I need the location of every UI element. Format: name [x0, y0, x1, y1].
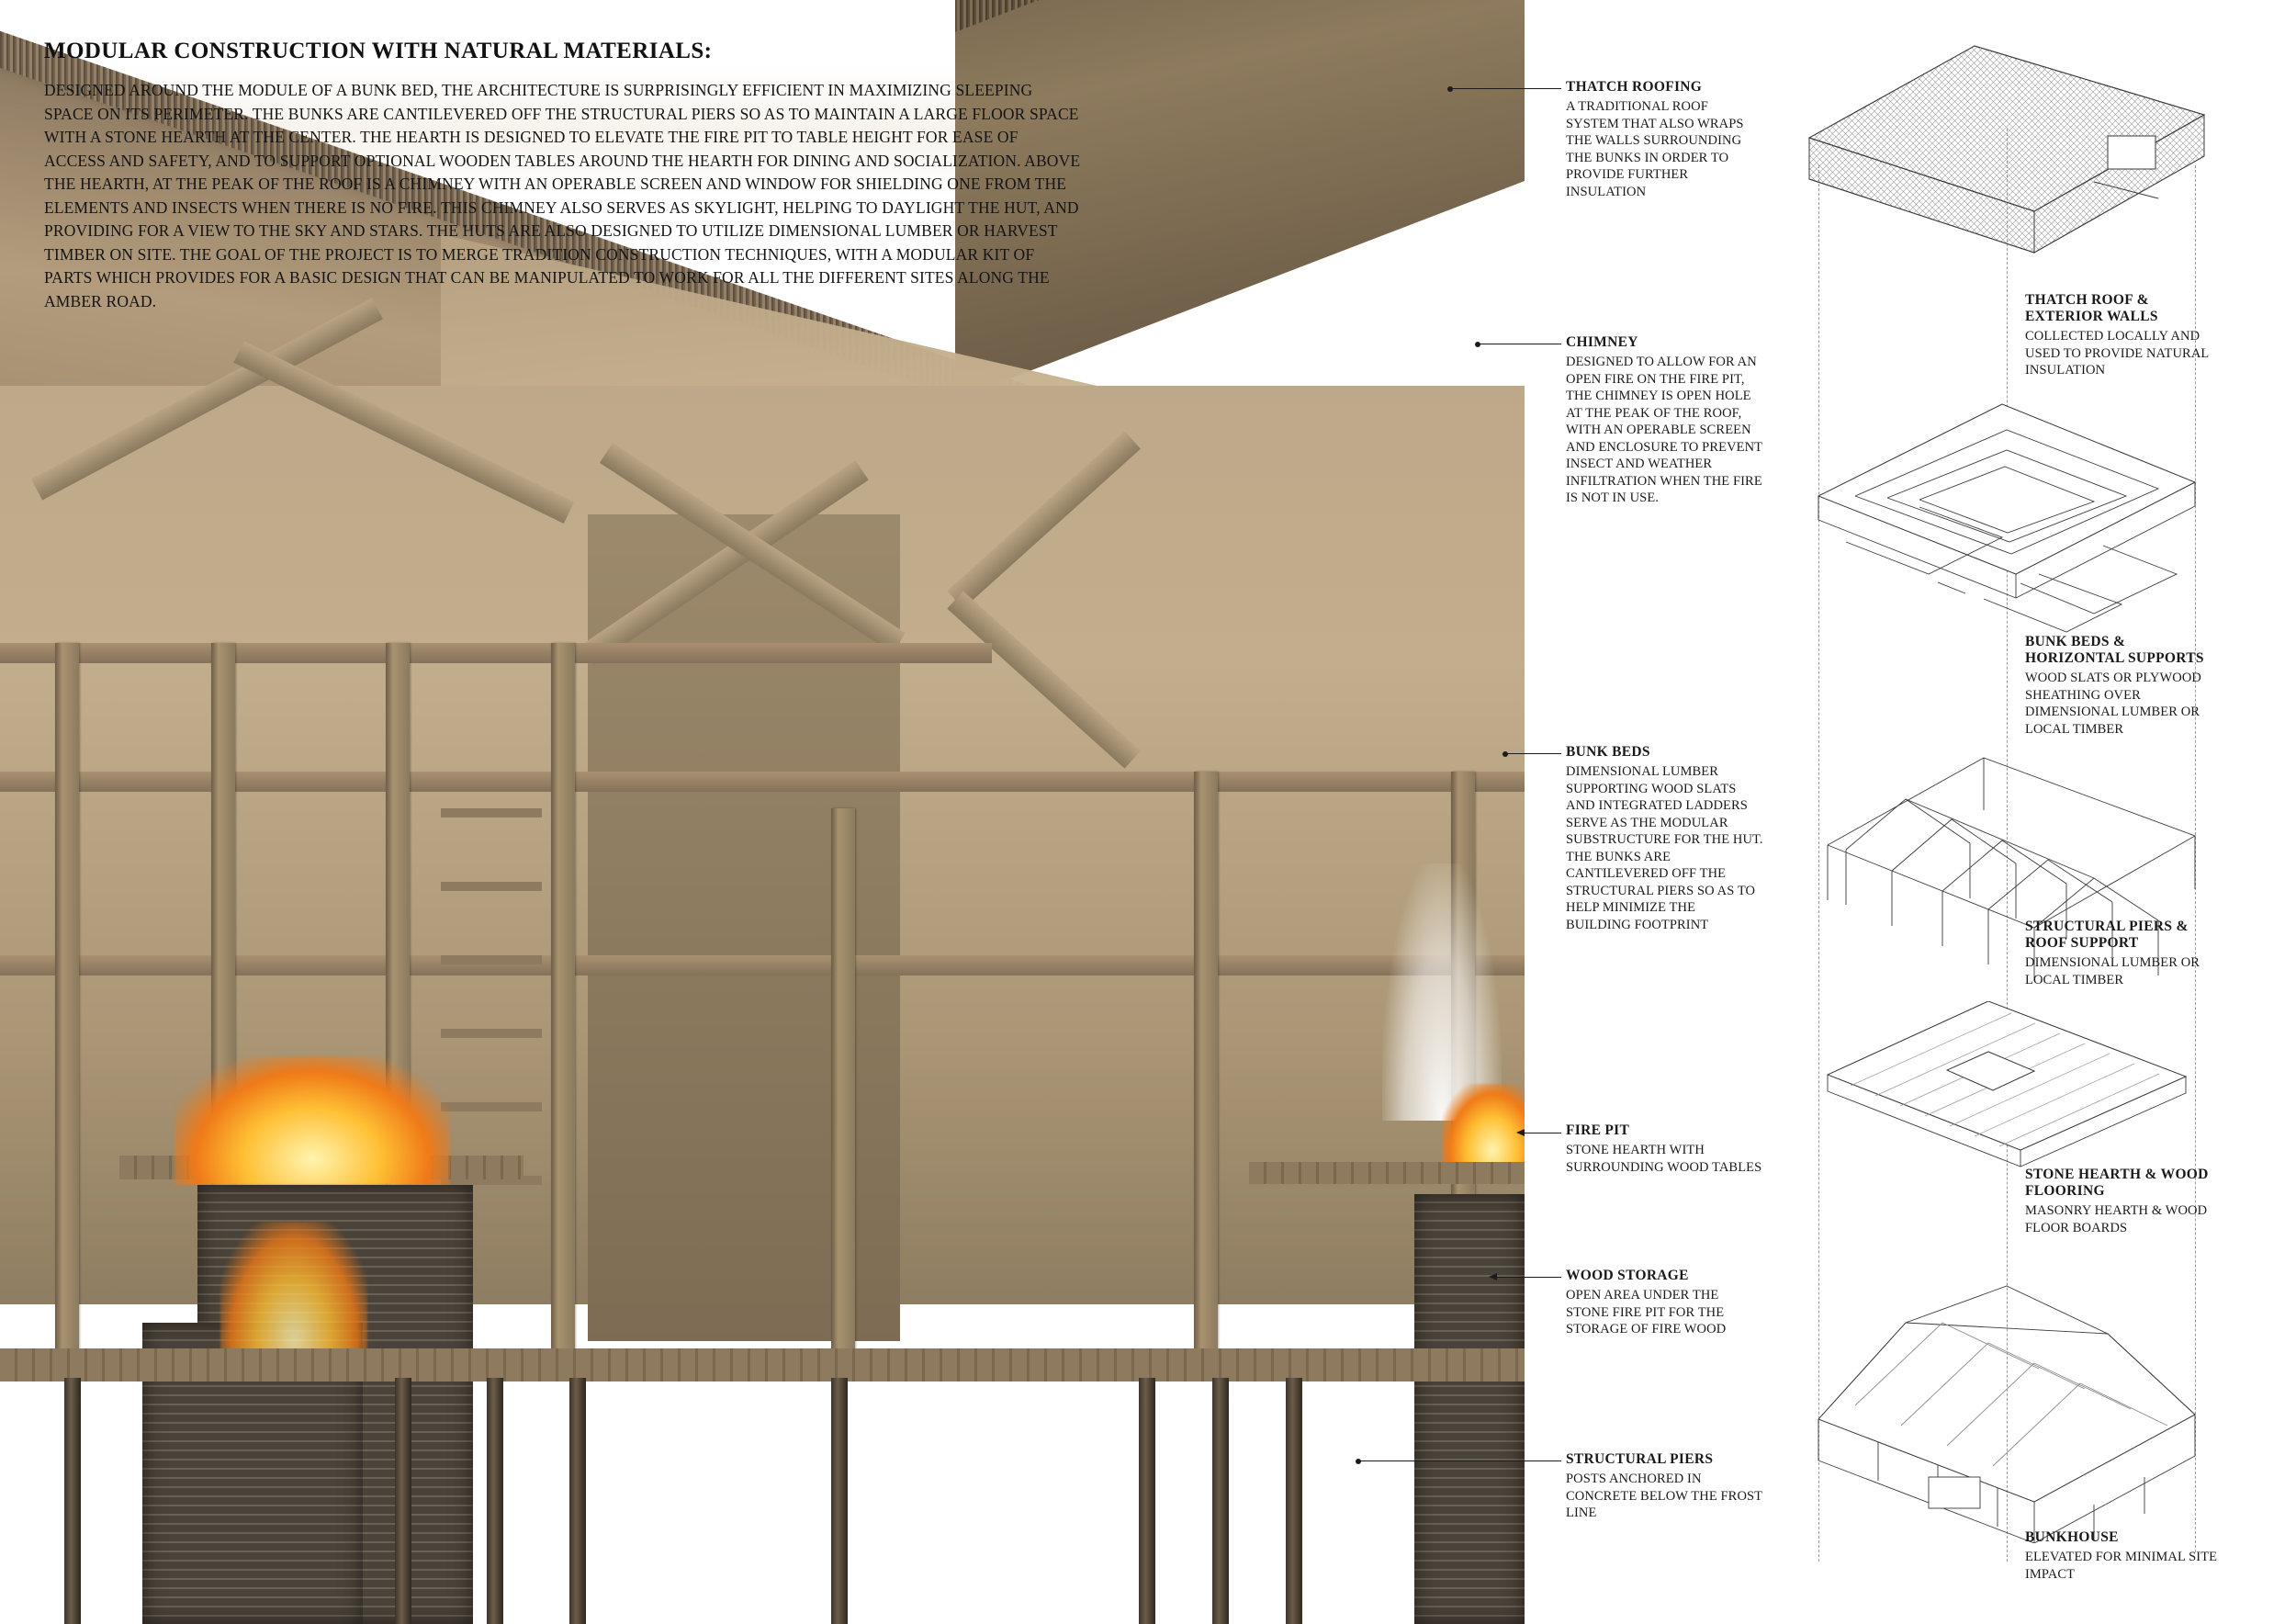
- foundation-pier: [569, 1378, 586, 1624]
- title-block: [44, 39, 1109, 313]
- axon-caption-floor-hearth: [2025, 1167, 2227, 1236]
- ladder-rung: [441, 1029, 542, 1038]
- leader-line-thatch: [1451, 88, 1561, 89]
- ladder-rung: [441, 1102, 542, 1111]
- callout-body: OPEN AREA UNDER THE STONE FIRE PIT FOR THE STORAGE OF FIRE WOOD: [1566, 1288, 1727, 1336]
- foundation-pier: [831, 1378, 848, 1624]
- axon-title: STONE HEARTH & WOOD FLOORING: [2025, 1167, 2209, 1199]
- foundation-pier: [1212, 1378, 1229, 1624]
- callout-body: POSTS ANCHORED IN CONCRETE BELOW THE FROST LINE: [1566, 1472, 1762, 1520]
- structural-post: [831, 808, 855, 1378]
- callout-wood-storage: [1566, 1268, 1763, 1338]
- callout-title: CHIMNEY: [1566, 334, 1638, 350]
- callout-title: THATCH ROOFING: [1566, 79, 1703, 95]
- wood-table-right: [1249, 1162, 1525, 1184]
- callout-body: DESIGNED TO ALLOW FOR AN OPEN FIRE ON THE FIRE PIT, THE CHIMNEY IS OPEN HOLE AT THE PEAK OF THE ROOF, WITH AN OPERABLE SCREEN AND ENCLOSURE TO PREVENT INSECT AND WEATHER INFILTRATION WHEN THE FIRE IS NOT IN USE.: [1566, 355, 1762, 505]
- foundation-pier: [1139, 1378, 1155, 1624]
- structural-post: [55, 643, 79, 1359]
- axon-layer-bunk-beds: [1791, 386, 2223, 652]
- callout-body: A TRADITIONAL ROOF SYSTEM THAT ALSO WRAPS THE WALLS SURROUNDING THE BUNKS IN ORDER TO PROVIDE FURTHER INSULATION: [1566, 99, 1744, 199]
- foundation-pier: [395, 1378, 411, 1624]
- foundation-pier: [487, 1378, 503, 1624]
- axon-body: ELEVATED FOR MINIMAL SITE IMPACT: [2025, 1550, 2218, 1582]
- ladder-rung: [441, 955, 542, 964]
- axon-title: BUNKHOUSE: [2025, 1529, 2119, 1545]
- callout-body: DIMENSIONAL LUMBER SUPPORTING WOOD SLATS AND INTEGRATED LADDERS SERVE AS THE MODULAR SUBSTRUCTURE FOR THE HUT. THE BUNKS ARE CANTILEVERED OFF THE STRUCTURAL PIERS SO AS TO HELP MINIMIZE THE BUILDING FOOTPRINT: [1566, 764, 1763, 932]
- exploded-axonometric-diagram: [1782, 0, 2296, 1624]
- smoke-plume: [1382, 863, 1502, 1121]
- callout-chimney: [1566, 334, 1763, 507]
- foundation-pier: [64, 1378, 81, 1624]
- axon-caption-structural-frame: [2025, 919, 2227, 988]
- callout-bunk-beds: [1566, 744, 1763, 933]
- callout-title: STRUCTURAL PIERS: [1566, 1451, 1714, 1467]
- fire-flames: [174, 1056, 450, 1185]
- stone-hearth-right: [1414, 1194, 1525, 1624]
- axon-title: BUNK BEDS & HORIZONTAL SUPPORTS: [2025, 634, 2204, 666]
- axon-body: WOOD SLATS OR PLYWOOD SHEATHING OVER DIMENSIONAL LUMBER OR LOCAL TIMBER: [2025, 671, 2201, 737]
- axon-body: DIMENSIONAL LUMBER OR LOCAL TIMBER: [2025, 955, 2200, 987]
- structural-post: [1194, 772, 1218, 1378]
- leader-line-woodstorage: [1497, 1277, 1561, 1278]
- collar-beam: [0, 643, 992, 663]
- ladder-rung: [441, 882, 542, 891]
- fire-glow-lower: [220, 1222, 367, 1369]
- axon-caption-thatch-roof: [2025, 292, 2227, 379]
- callout-title: BUNK BEDS: [1566, 744, 1650, 760]
- leader-line-bunkbeds: [1506, 753, 1561, 754]
- axon-layer-thatch-roof: [1791, 28, 2223, 276]
- ladder-rung: [441, 808, 542, 818]
- callout-body: STONE HEARTH WITH SURROUNDING WOOD TABLES: [1566, 1143, 1762, 1175]
- structural-post: [551, 643, 575, 1359]
- callout-fire-pit: [1566, 1122, 1763, 1176]
- description-paragraph: DESIGNED AROUND THE MODULE OF A BUNK BED, THE ARCHITECTURE IS SURPRISINGLY EFFICIENT IN MAXIMIZING SLEEPING SPACE ON ITS PERIMETER. THE BUNKS ARE CANTILEVERED OFF THE STRUCTURAL PIERS SO AS TO MAINTAIN A LARGE FLOOR SPACE WITH A STONE HEARTH AT THE CENTER. THE HEARTH IS DESIGNED TO ELEVATE THE FIRE PIT TO TABLE HEIGHT FOR EASE OF ACCESS AND SAFETY, AND TO SUPPORT OPTIONAL WOODEN TABLES AROUND THE HEARTH FOR DINING AND SOCIALIZATION. ABOVE THE HEARTH, AT THE PEAK OF THE ROOF IS A CHIMNEY WITH AN OPERABLE SCREEN AND WINDOW FOR SHIELDING ONE FROM THE ELEMENTS AND INSECTS WHEN THERE IS NO FIRE. THIS CHIMNEY ALSO SERVES AS SKYLIGHT, HELPING TO DAYLIGHT THE HUT, AND PROVIDING FOR A VIEW TO THE SKY AND STARS. THE HUTS ARE ALSO DESIGNED TO UTILIZE DIMENSIONAL LUMBER OR HARVEST TIMBER ON SITE. THE GOAL OF THE PROJECT IS TO MERGE TRADITION CONSTRUCTION TECHNIQUES, WITH A MODULAR KIT OF PARTS WHICH PROVIDES FOR A BASIC DESIGN THAT CAN BE MANIPULATED TO WORK FOR ALL THE DIFFERENT SITES ALONG THE AMBER ROAD.: [44, 81, 1081, 310]
- page-title: MODULAR CONSTRUCTION WITH NATURAL MATERIALS:: [44, 39, 713, 63]
- callout-title: WOOD STORAGE: [1566, 1268, 1689, 1283]
- callout-structural-piers: [1566, 1451, 1763, 1522]
- foundation-pier: [1286, 1378, 1302, 1624]
- axon-caption-bunkhouse: [2025, 1529, 2227, 1583]
- leader-line-piers: [1359, 1460, 1561, 1461]
- axon-body: MASONRY HEARTH & WOOD FLOOR BOARDS: [2025, 1203, 2208, 1235]
- callout-thatch-roofing: [1566, 79, 1763, 200]
- axon-title: STRUCTURAL PIERS & ROOF SUPPORT: [2025, 919, 2189, 951]
- axon-body: COLLECTED LOCALLY AND USED TO PROVIDE NATURAL INSULATION: [2025, 329, 2209, 378]
- axon-title: THATCH ROOF & EXTERIOR WALLS: [2025, 292, 2158, 324]
- axon-layer-bunkhouse: [1791, 1268, 2223, 1543]
- fire-flames-right: [1442, 1084, 1525, 1167]
- wood-floor-boards: [0, 1348, 1525, 1382]
- callout-title: FIRE PIT: [1566, 1122, 1630, 1138]
